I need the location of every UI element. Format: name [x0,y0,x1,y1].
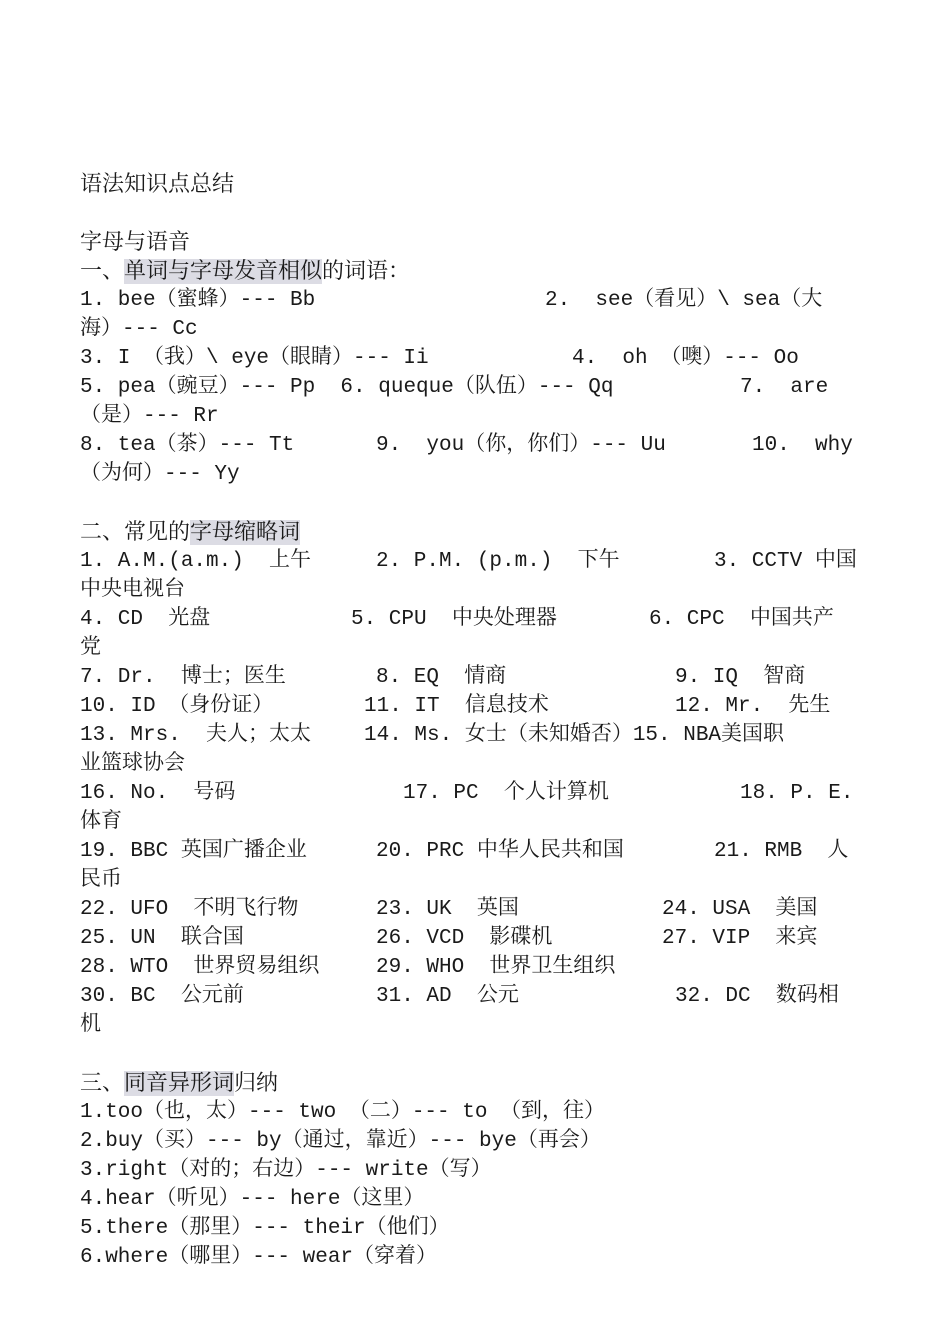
section2-line: 19. BBC 英国广播企业 20. PRC 中华人民共和国 21. RMB 人 [80,840,849,863]
section3-line: 4.hear（听见）--- here（这里） [80,1188,425,1211]
section2-line: 22. UFO 不明飞行物 23. UK 英国 24. USA 美国 [80,898,818,921]
section2-line: 中央电视台 [80,579,185,602]
document-page [80,170,870,1272]
section2-line: 党 [80,637,101,660]
document-title: 语法知识点总结 [80,172,235,197]
section3-line: 1.too（也，太）--- two （二）--- to （到，往） [80,1101,606,1124]
section-heading-letters-sounds: 字母与语音 [80,230,191,255]
section3-line: 6.where（哪里）--- wear（穿着） [80,1246,438,1269]
section3-line: 3.right（对的；右边）--- write（写） [80,1159,492,1182]
section1-line: 5. pea（豌豆）--- Pp 6. queque（队伍）--- Qq 7. are [80,376,829,399]
section2-line: 业篮球协会 [80,753,185,776]
section3-heading: 三、同音异形词归纳 [80,1071,279,1096]
section2-line: 25. UN 联合国 26. VCD 影碟机 27. VIP 来宾 [80,927,818,950]
section1-line: 3. I （我）\ eye（眼睛）--- Ii 4. oh （噢）--- Oo [80,347,799,370]
section2-line: 10. ID （身份证） 11. IT 信息技术 12. Mr. 先生 [80,695,831,718]
section2-line: 7. Dr. 博士；医生 8. EQ 情商 9. IQ 智商 [80,666,806,689]
section2-line: 4. CD 光盘 5. CPU 中央处理器 6. CPC 中国共产 [80,608,834,631]
section2-line: 13. Mrs. 夫人；太太 14. Ms. 女士（未知婚否）15. NBA美国职 [80,724,785,747]
section2-line: 28. WTO 世界贸易组织 29. WHO 世界卫生组织 [80,956,616,979]
section2-line: 民币 [80,869,122,892]
section1-heading: 一、单词与字母发音相似的词语： [80,259,411,284]
section1-line: （是）--- Rr [80,405,219,428]
section2-line: 体育 [80,811,122,834]
section3-line: 5.there（那里）--- their（他们） [80,1217,450,1240]
section2-heading: 二、常见的字母缩略词 [80,520,301,545]
section2-line: 机 [80,1014,101,1037]
section1-line: 海）--- Cc [80,318,198,341]
section3-line: 2.buy（买）--- by（通过，靠近）--- bye（再会） [80,1130,601,1153]
section1-line: 8. tea（茶）--- Tt 9. you（你，你们）--- Uu 10. why [80,434,853,457]
section2-line: 30. BC 公元前 31. AD 公元 32. DC 数码相 [80,985,839,1008]
section1-line: （为何）--- Yy [80,463,240,486]
section2-line: 1. A.M.(a.m.) 上午 2. P.M. (p.m.) 下午 3. CCTV 中国 [80,550,857,573]
section1-line: 1. bee（蜜蜂）--- Bb 2. see（看见）\ sea（大 [80,289,823,312]
section2-line: 16. No. 号码 17. PC 个人计算机 18. P. E. [80,782,854,805]
